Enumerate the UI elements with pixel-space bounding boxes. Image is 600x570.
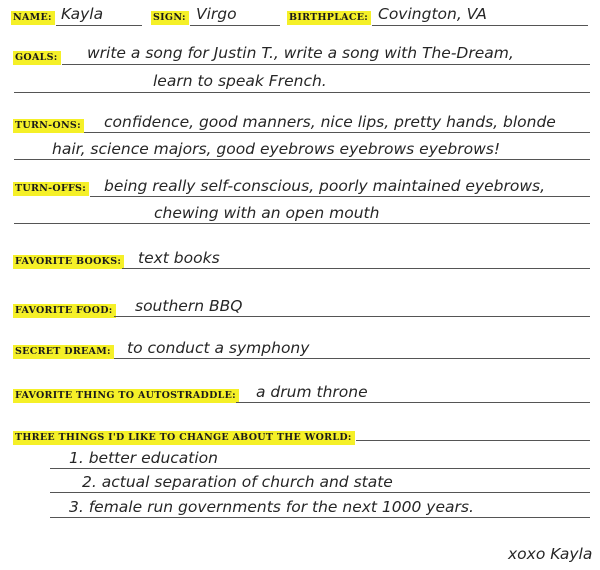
turn-ons-rule-2 [14, 159, 590, 160]
change-world-label: THREE THINGS I'D LIKE TO CHANGE ABOUT THE WORLD: [13, 431, 355, 445]
change-world-rule-1 [50, 468, 590, 469]
secret-dream-value: to conduct a symphony [127, 339, 310, 357]
sign-rule [190, 25, 280, 26]
favorite-food-label: FAVORITE FOOD: [13, 304, 116, 318]
turn-offs-rule-2 [14, 223, 590, 224]
goals-rule-2 [14, 92, 590, 93]
birthplace-label: BIRTHPLACE: [287, 11, 371, 25]
turn-ons-label: TURN-ONS: [13, 119, 84, 133]
name-value: Kayla [61, 5, 104, 23]
turn-ons-line-2: hair, science majors, good eyebrows eyebrows eyebrows! [52, 140, 501, 158]
secret-dream-label: SECRET DREAM: [13, 345, 114, 359]
change-world-item-2: 2. actual separation of church and state [82, 473, 393, 491]
favorite-food-value: southern BBQ [135, 297, 243, 315]
birthplace-value: Covington, VA [378, 5, 487, 23]
change-world-item-3: 3. female run governments for the next 1000 years. [69, 498, 474, 516]
turn-ons-line-1: confidence, good manners, nice lips, pretty hands, blonde [104, 113, 556, 131]
goals-line-2: learn to speak French. [153, 72, 327, 90]
favorite-thing-value: a drum throne [256, 383, 368, 401]
change-world-rule-0 [356, 440, 590, 441]
change-world-item-1: 1. better education [69, 449, 218, 467]
favorite-thing-label: FAVORITE THING TO AUTOSTRADDLE: [13, 389, 239, 403]
goals-rule-1 [62, 64, 590, 65]
signature: xoxo Kayla [508, 545, 593, 563]
name-rule [56, 25, 142, 26]
turn-offs-line-2: chewing with an open mouth [154, 204, 380, 222]
turn-offs-label: TURN-OFFS: [13, 182, 89, 196]
birthplace-rule [372, 25, 588, 26]
change-world-rule-3 [50, 517, 590, 518]
turn-ons-rule-1 [84, 132, 590, 133]
favorite-books-value: text books [138, 249, 220, 267]
turn-offs-line-1: being really self-conscious, poorly maintained eyebrows, [104, 177, 545, 195]
favorite-books-rule [122, 268, 590, 269]
favorite-books-label: FAVORITE BOOKS: [13, 255, 124, 269]
goals-label: GOALS: [13, 51, 61, 65]
turn-offs-rule-1 [90, 196, 590, 197]
goals-line-1: write a song for Justin T., write a song with The-Dream, [87, 44, 514, 62]
favorite-thing-rule [236, 402, 590, 403]
sign-label: SIGN: [151, 11, 189, 25]
change-world-rule-2 [50, 492, 590, 493]
sign-value: Virgo [196, 5, 237, 23]
name-label: NAME: [11, 11, 55, 25]
secret-dream-rule [114, 358, 590, 359]
favorite-food-rule [114, 316, 590, 317]
